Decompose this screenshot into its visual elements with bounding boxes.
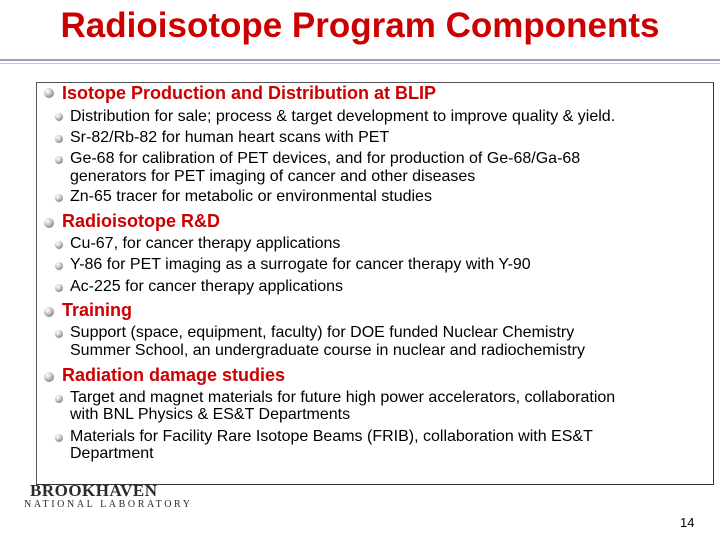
list-item: Cu-67, for cancer therapy applications: [70, 235, 341, 252]
section-heading-rd: Radioisotope R&D: [62, 211, 221, 231]
list-item: Sr-82/Rb-82 for human heart scans with PET: [70, 129, 390, 146]
slide-number: 14: [680, 515, 695, 530]
list-item-continuation: Department: [70, 445, 154, 462]
section-heading-training: Training: [62, 300, 133, 320]
list-item: Target and magnet materials for future high power accelerators, collaboration: [70, 389, 616, 406]
list-item: Y-86 for PET imaging as a surrogate for cancer therapy with Y-90: [70, 256, 531, 273]
logo-subtitle: NATIONAL LABORATORY: [24, 499, 193, 510]
list-item: Ge-68 for calibration of PET devices, and for production of Ge-68/Ga-68: [70, 150, 581, 167]
bullet-icon: [55, 241, 63, 249]
bullet-icon: [55, 262, 63, 270]
bullet-icon: [44, 88, 54, 98]
brookhaven-logo: [22, 481, 193, 511]
bullet-icon: [55, 156, 63, 164]
list-item: Ac-225 for cancer therapy applications: [70, 278, 344, 295]
bullet-icon: [55, 330, 63, 338]
bullet-icon: [55, 113, 63, 121]
list-item: Support (space, equipment, faculty) for DOE funded Nuclear Chemistry: [70, 324, 575, 341]
bullet-icon: [55, 434, 63, 442]
logo-name: BROOKHAVEN: [30, 481, 158, 500]
section-heading-radiation: Radiation damage studies: [62, 365, 286, 385]
list-item-continuation: generators for PET imaging of cancer and other diseases: [70, 168, 476, 185]
bullet-icon: [44, 218, 54, 228]
list-item-continuation: with BNL Physics & ES&T Departments: [70, 406, 351, 423]
title-divider: [0, 59, 720, 61]
slide-title: Radioisotope Program Components: [60, 6, 660, 45]
list-item: Materials for Facility Rare Isotope Beams (FRIB), collaboration with ES&T: [70, 428, 593, 445]
bullet-icon: [55, 194, 63, 202]
section-heading-blip: Isotope Production and Distribution at BLIP: [62, 83, 436, 103]
list-item: Distribution for sale; process & target development to improve quality & yield.: [70, 108, 616, 125]
list-item-continuation: Summer School, an undergraduate course in nuclear and radiochemistry: [70, 342, 585, 359]
bullet-icon: [55, 395, 63, 403]
bullet-icon: [55, 284, 63, 292]
bullet-icon: [44, 307, 54, 317]
list-item: Zn-65 tracer for metabolic or environmental studies: [70, 188, 432, 205]
title-divider-thin: [0, 63, 720, 64]
bullet-icon: [44, 372, 54, 382]
bullet-icon: [55, 135, 63, 143]
